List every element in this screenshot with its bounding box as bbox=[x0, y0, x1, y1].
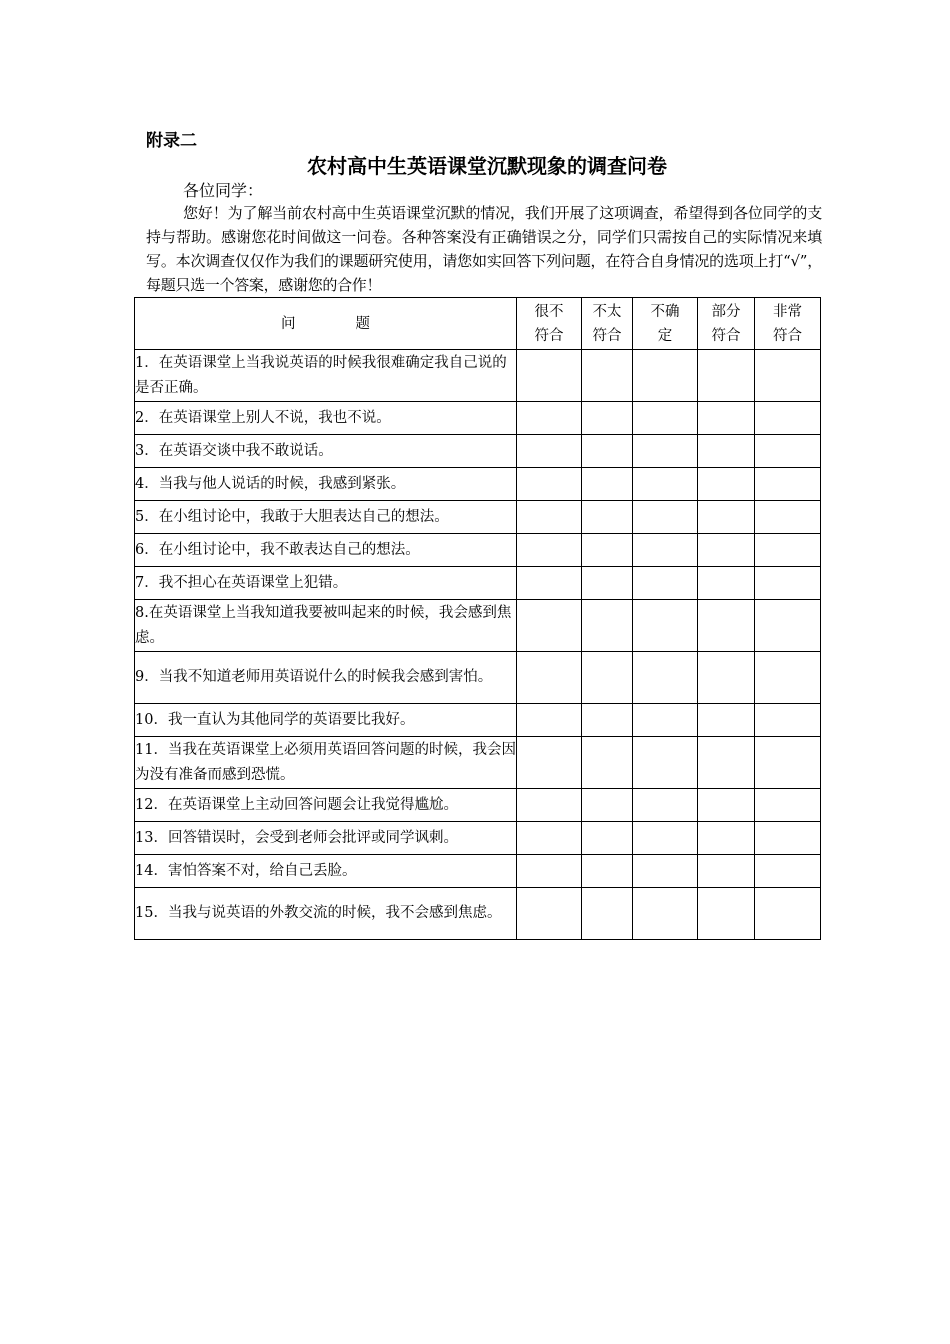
answer-cell-option-2[interactable] bbox=[582, 402, 633, 435]
answer-cell-option-1[interactable] bbox=[517, 534, 582, 567]
option-header-5: 非常 符合 bbox=[755, 298, 821, 350]
answer-cell-option-4[interactable] bbox=[698, 704, 755, 737]
table-row bbox=[135, 855, 821, 888]
answer-cell-option-1[interactable] bbox=[517, 822, 582, 855]
answer-cell-option-1[interactable] bbox=[517, 468, 582, 501]
intro-paragraph: 您好！为了解当前农村高中生英语课堂沉默的情况，我们开展了这项调查，希望得到各位同学的支持与帮助。感谢您花时间做这一问卷。各种答案没有正确错误之分，同学们只需按自己的实际情况来填写。本次调查仅仅作为我们的课题研究使用，请您如实回答下列问题，在符合自身情况的选项上打“√”，每题只选一个答案，感谢您的合作！ bbox=[146, 204, 822, 294]
answer-cell-option-2[interactable] bbox=[582, 704, 633, 737]
answer-cell-option-3[interactable] bbox=[633, 402, 698, 435]
answer-cell-option-1[interactable] bbox=[517, 789, 582, 822]
answer-cell-option-3[interactable] bbox=[633, 652, 698, 704]
answer-cell-option-1[interactable] bbox=[517, 737, 582, 789]
table-row bbox=[135, 652, 821, 704]
appendix-label: 附录二 bbox=[146, 131, 197, 151]
survey-table bbox=[134, 297, 821, 940]
option-header-4: 部分 符合 bbox=[698, 298, 755, 350]
answer-cell-option-4[interactable] bbox=[698, 888, 755, 940]
table-row bbox=[135, 600, 821, 652]
table-row bbox=[135, 789, 821, 822]
answer-cell-option-4[interactable] bbox=[698, 350, 755, 402]
answer-cell-option-2[interactable] bbox=[582, 468, 633, 501]
table-row bbox=[135, 435, 821, 468]
answer-cell-option-3[interactable] bbox=[633, 600, 698, 652]
answer-cell-option-5[interactable] bbox=[755, 789, 821, 822]
answer-cell-option-3[interactable] bbox=[633, 501, 698, 534]
answer-cell-option-5[interactable] bbox=[755, 737, 821, 789]
answer-cell-option-4[interactable] bbox=[698, 822, 755, 855]
answer-cell-option-4[interactable] bbox=[698, 789, 755, 822]
option-header-2: 不太 符合 bbox=[582, 298, 633, 350]
answer-cell-option-2[interactable] bbox=[582, 350, 633, 402]
question-text: 2．在英语课堂上别人不说，我也不说。 bbox=[135, 402, 517, 435]
answer-cell-option-2[interactable] bbox=[582, 600, 633, 652]
answer-cell-option-4[interactable] bbox=[698, 468, 755, 501]
answer-cell-option-5[interactable] bbox=[755, 600, 821, 652]
table-row bbox=[135, 468, 821, 501]
answer-cell-option-5[interactable] bbox=[755, 402, 821, 435]
greeting: 各位同学： bbox=[183, 181, 264, 200]
answer-cell-option-1[interactable] bbox=[517, 704, 582, 737]
table-row bbox=[135, 567, 821, 600]
table-row bbox=[135, 350, 821, 402]
question-text: 10．我一直认为其他同学的英语要比我好。 bbox=[135, 704, 517, 737]
answer-cell-option-1[interactable] bbox=[517, 652, 582, 704]
answer-cell-option-1[interactable] bbox=[517, 435, 582, 468]
question-text: 11．当我在英语课堂上必须用英语回答问题的时候，我会因为没有准备而感到恐慌。 bbox=[135, 737, 517, 789]
table-row bbox=[135, 737, 821, 789]
question-text: 8.在英语课堂上当我知道我要被叫起来的时候，我会感到焦虑。 bbox=[135, 600, 517, 652]
answer-cell-option-3[interactable] bbox=[633, 888, 698, 940]
answer-cell-option-5[interactable] bbox=[755, 567, 821, 600]
answer-cell-option-2[interactable] bbox=[582, 435, 633, 468]
answer-cell-option-2[interactable] bbox=[582, 534, 633, 567]
answer-cell-option-3[interactable] bbox=[633, 350, 698, 402]
answer-cell-option-3[interactable] bbox=[633, 534, 698, 567]
answer-cell-option-5[interactable] bbox=[755, 501, 821, 534]
answer-cell-option-1[interactable] bbox=[517, 888, 582, 940]
answer-cell-option-2[interactable] bbox=[582, 789, 633, 822]
question-text: 15．当我与说英语的外教交流的时候，我不会感到焦虑。 bbox=[135, 888, 517, 940]
answer-cell-option-4[interactable] bbox=[698, 737, 755, 789]
answer-cell-option-5[interactable] bbox=[755, 534, 821, 567]
answer-cell-option-1[interactable] bbox=[517, 567, 582, 600]
answer-cell-option-3[interactable] bbox=[633, 737, 698, 789]
table-row bbox=[135, 888, 821, 940]
answer-cell-option-4[interactable] bbox=[698, 435, 755, 468]
table-row bbox=[135, 822, 821, 855]
answer-cell-option-3[interactable] bbox=[633, 855, 698, 888]
answer-cell-option-1[interactable] bbox=[517, 501, 582, 534]
table-header-row bbox=[135, 298, 821, 350]
answer-cell-option-1[interactable] bbox=[517, 402, 582, 435]
answer-cell-option-4[interactable] bbox=[698, 600, 755, 652]
question-header-b: 题 bbox=[355, 315, 370, 332]
answer-cell-option-1[interactable] bbox=[517, 600, 582, 652]
answer-cell-option-4[interactable] bbox=[698, 501, 755, 534]
answer-cell-option-4[interactable] bbox=[698, 855, 755, 888]
page-title: 农村高中生英语课堂沉默现象的调查问卷 bbox=[307, 154, 667, 178]
answer-cell-option-3[interactable] bbox=[633, 567, 698, 600]
answer-cell-option-2[interactable] bbox=[582, 501, 633, 534]
question-column-header bbox=[135, 298, 517, 350]
questions-body bbox=[135, 350, 821, 940]
question-text: 3．在英语交谈中我不敢说话。 bbox=[135, 435, 517, 468]
answer-cell-option-2[interactable] bbox=[582, 737, 633, 789]
option-header-3: 不确 定 bbox=[633, 298, 698, 350]
question-text: 9．当我不知道老师用英语说什么的时候我会感到害怕。 bbox=[135, 652, 517, 704]
answer-cell-option-2[interactable] bbox=[582, 652, 633, 704]
answer-cell-option-4[interactable] bbox=[698, 652, 755, 704]
question-header-a: 问 bbox=[281, 315, 296, 332]
answer-cell-option-5[interactable] bbox=[755, 435, 821, 468]
answer-cell-option-5[interactable] bbox=[755, 350, 821, 402]
question-text: 7．我不担心在英语课堂上犯错。 bbox=[135, 567, 517, 600]
answer-cell-option-1[interactable] bbox=[517, 350, 582, 402]
answer-cell-option-2[interactable] bbox=[582, 855, 633, 888]
question-text: 12．在英语课堂上主动回答问题会让我觉得尴尬。 bbox=[135, 789, 517, 822]
answer-cell-option-4[interactable] bbox=[698, 402, 755, 435]
answer-cell-option-5[interactable] bbox=[755, 888, 821, 940]
answer-cell-option-3[interactable] bbox=[633, 468, 698, 501]
answer-cell-option-2[interactable] bbox=[582, 822, 633, 855]
answer-cell-option-3[interactable] bbox=[633, 789, 698, 822]
answer-cell-option-5[interactable] bbox=[755, 652, 821, 704]
table-row bbox=[135, 704, 821, 737]
answer-cell-option-3[interactable] bbox=[633, 435, 698, 468]
answer-cell-option-5[interactable] bbox=[755, 704, 821, 737]
question-text: 14．害怕答案不对，给自己丢脸。 bbox=[135, 855, 517, 888]
answer-cell-option-5[interactable] bbox=[755, 468, 821, 501]
answer-cell-option-4[interactable] bbox=[698, 534, 755, 567]
question-text: 13．回答错误时，会受到老师会批评或同学讽刺。 bbox=[135, 822, 517, 855]
answer-cell-option-5[interactable] bbox=[755, 822, 821, 855]
question-text: 4．当我与他人说话的时候，我感到紧张。 bbox=[135, 468, 517, 501]
question-text: 6．在小组讨论中，我不敢表达自己的想法。 bbox=[135, 534, 517, 567]
answer-cell-option-1[interactable] bbox=[517, 855, 582, 888]
answer-cell-option-3[interactable] bbox=[633, 822, 698, 855]
question-text: 5．在小组讨论中，我敢于大胆表达自己的想法。 bbox=[135, 501, 517, 534]
answer-cell-option-2[interactable] bbox=[582, 567, 633, 600]
table-row bbox=[135, 534, 821, 567]
answer-cell-option-5[interactable] bbox=[755, 855, 821, 888]
option-header-1: 很不 符合 bbox=[517, 298, 582, 350]
answer-cell-option-3[interactable] bbox=[633, 704, 698, 737]
table-row bbox=[135, 402, 821, 435]
table-row bbox=[135, 501, 821, 534]
question-text: 1．在英语课堂上当我说英语的时候我很难确定我自己说的是否正确。 bbox=[135, 350, 517, 402]
answer-cell-option-4[interactable] bbox=[698, 567, 755, 600]
answer-cell-option-2[interactable] bbox=[582, 888, 633, 940]
